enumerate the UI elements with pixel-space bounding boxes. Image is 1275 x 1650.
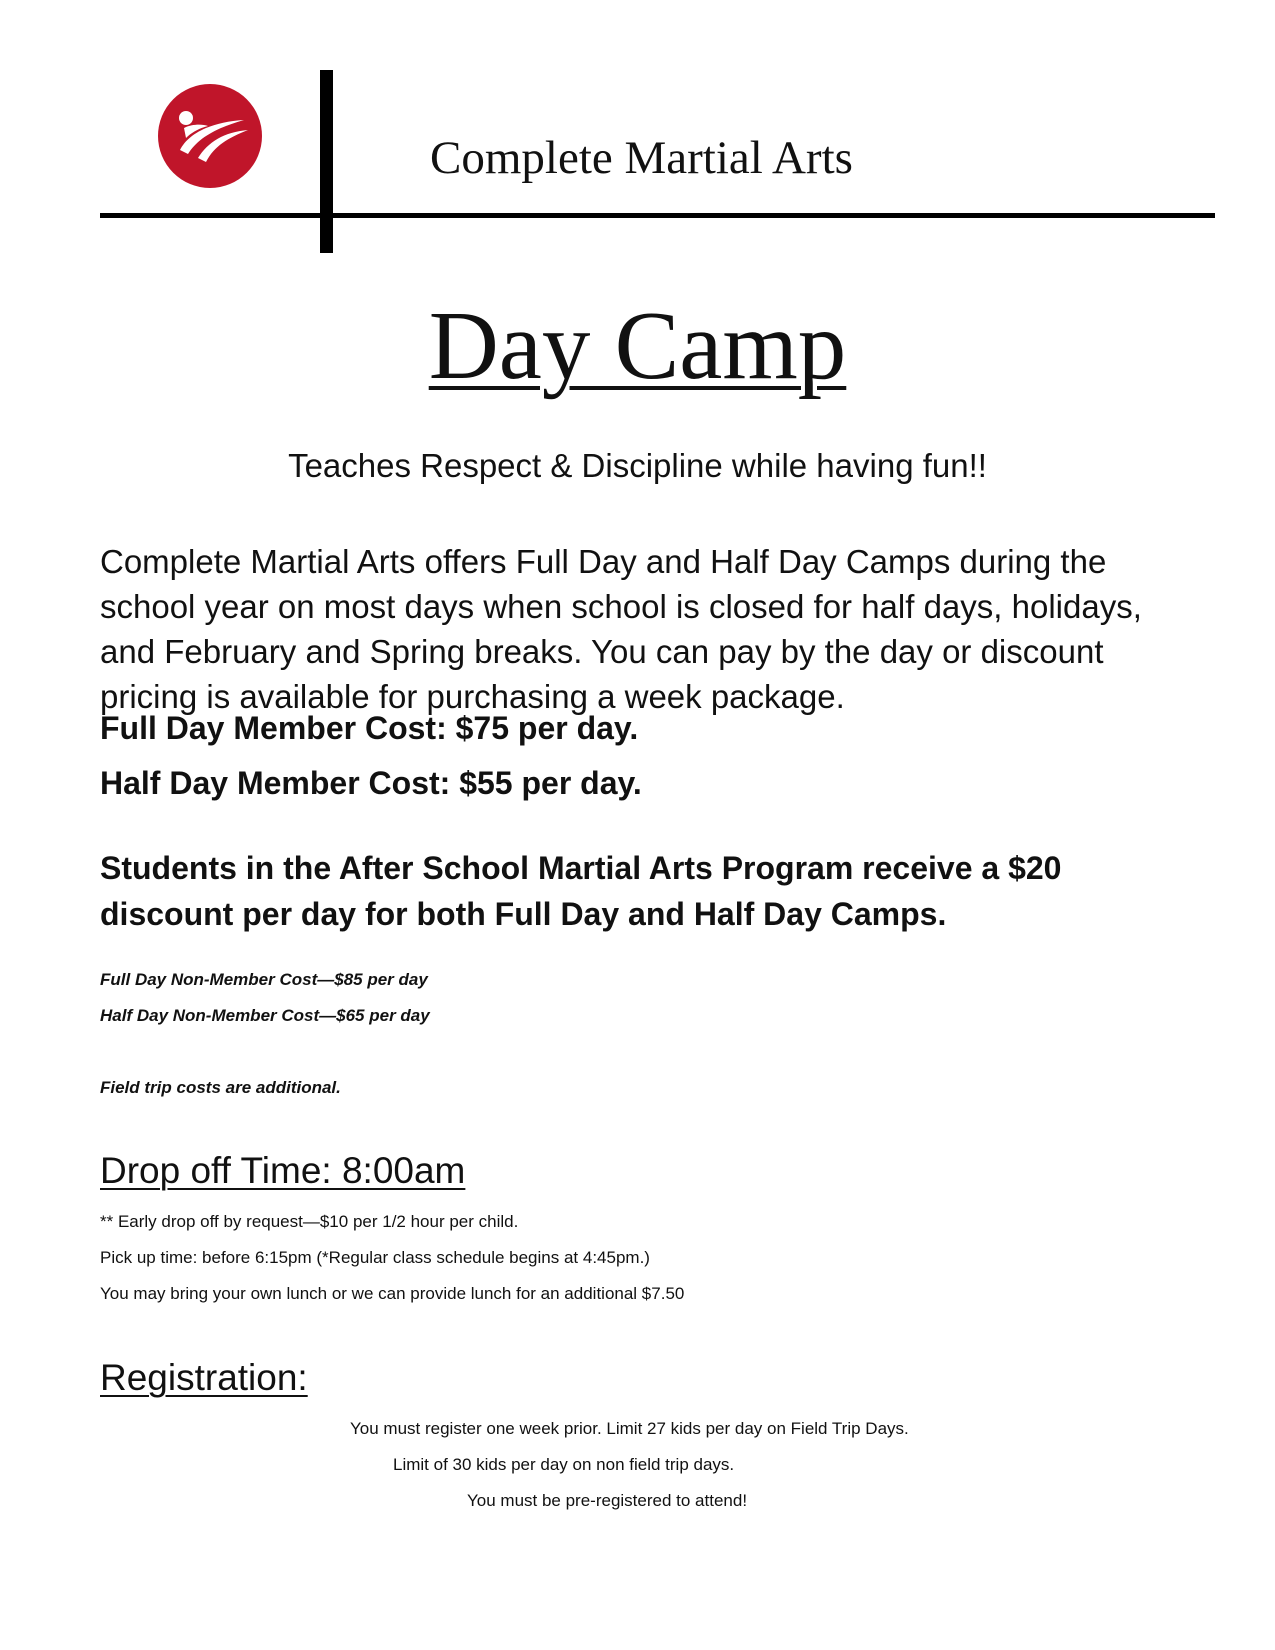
after-school-discount <box>100 845 1220 937</box>
logo-graphic <box>158 84 262 188</box>
field-trip-note: Field trip costs are additional. <box>100 1078 341 1097</box>
registration-line: You must register one week prior. Limit 27 kids per day on Field Trip Days. <box>350 1419 909 1438</box>
registration-line: Limit of 30 kids per day on non field trip days. <box>393 1455 735 1474</box>
organization-name: Complete Martial Arts <box>430 132 853 184</box>
header-vertical-rule <box>320 70 333 253</box>
full-day-non-member-cost: Full Day Non-Member Cost—$85 per day <box>100 970 428 989</box>
page-title: Day Camp <box>428 292 847 399</box>
discount-line: Students in the After School Martial Arts Program receive a $20 <box>100 850 1062 886</box>
registration-line: You must be pre-registered to attend! <box>467 1491 748 1510</box>
half-day-member-cost: Half Day Member Cost: $55 per day. <box>100 765 642 801</box>
page-title-container <box>0 290 1275 402</box>
kick-figure-logo-icon <box>158 84 262 188</box>
registration-heading: Registration: <box>100 1357 308 1398</box>
intro-line: school year on most days when school is closed for half days, holidays, <box>100 588 1142 625</box>
discount-line: discount per day for both Full Day and Half Day Camps. <box>100 896 947 932</box>
intro-line: and February and Spring breaks. You can pay by the day or discount <box>100 633 1104 670</box>
early-drop-off-note: ** Early drop off by request—$10 per 1/2 hour per child. <box>100 1212 519 1231</box>
intro-paragraph <box>100 539 1220 719</box>
lunch-note: You may bring your own lunch or we can provide lunch for an additional $7.50 <box>100 1284 685 1303</box>
intro-line: pricing is available for purchasing a week package. <box>100 678 845 715</box>
intro-line: Complete Martial Arts offers Full Day and Half Day Camps during the <box>100 543 1107 580</box>
drop-off-heading: Drop off Time: 8:00am <box>100 1150 466 1191</box>
half-day-non-member-cost: Half Day Non-Member Cost—$65 per day <box>100 1006 430 1025</box>
pick-up-time-note: Pick up time: before 6:15pm (*Regular class schedule begins at 4:45pm.) <box>100 1248 650 1267</box>
header-horizontal-rule <box>100 213 1215 218</box>
full-day-member-cost: Full Day Member Cost: $75 per day. <box>100 710 639 746</box>
tagline: Teaches Respect & Discipline while having fun!! <box>288 447 987 484</box>
